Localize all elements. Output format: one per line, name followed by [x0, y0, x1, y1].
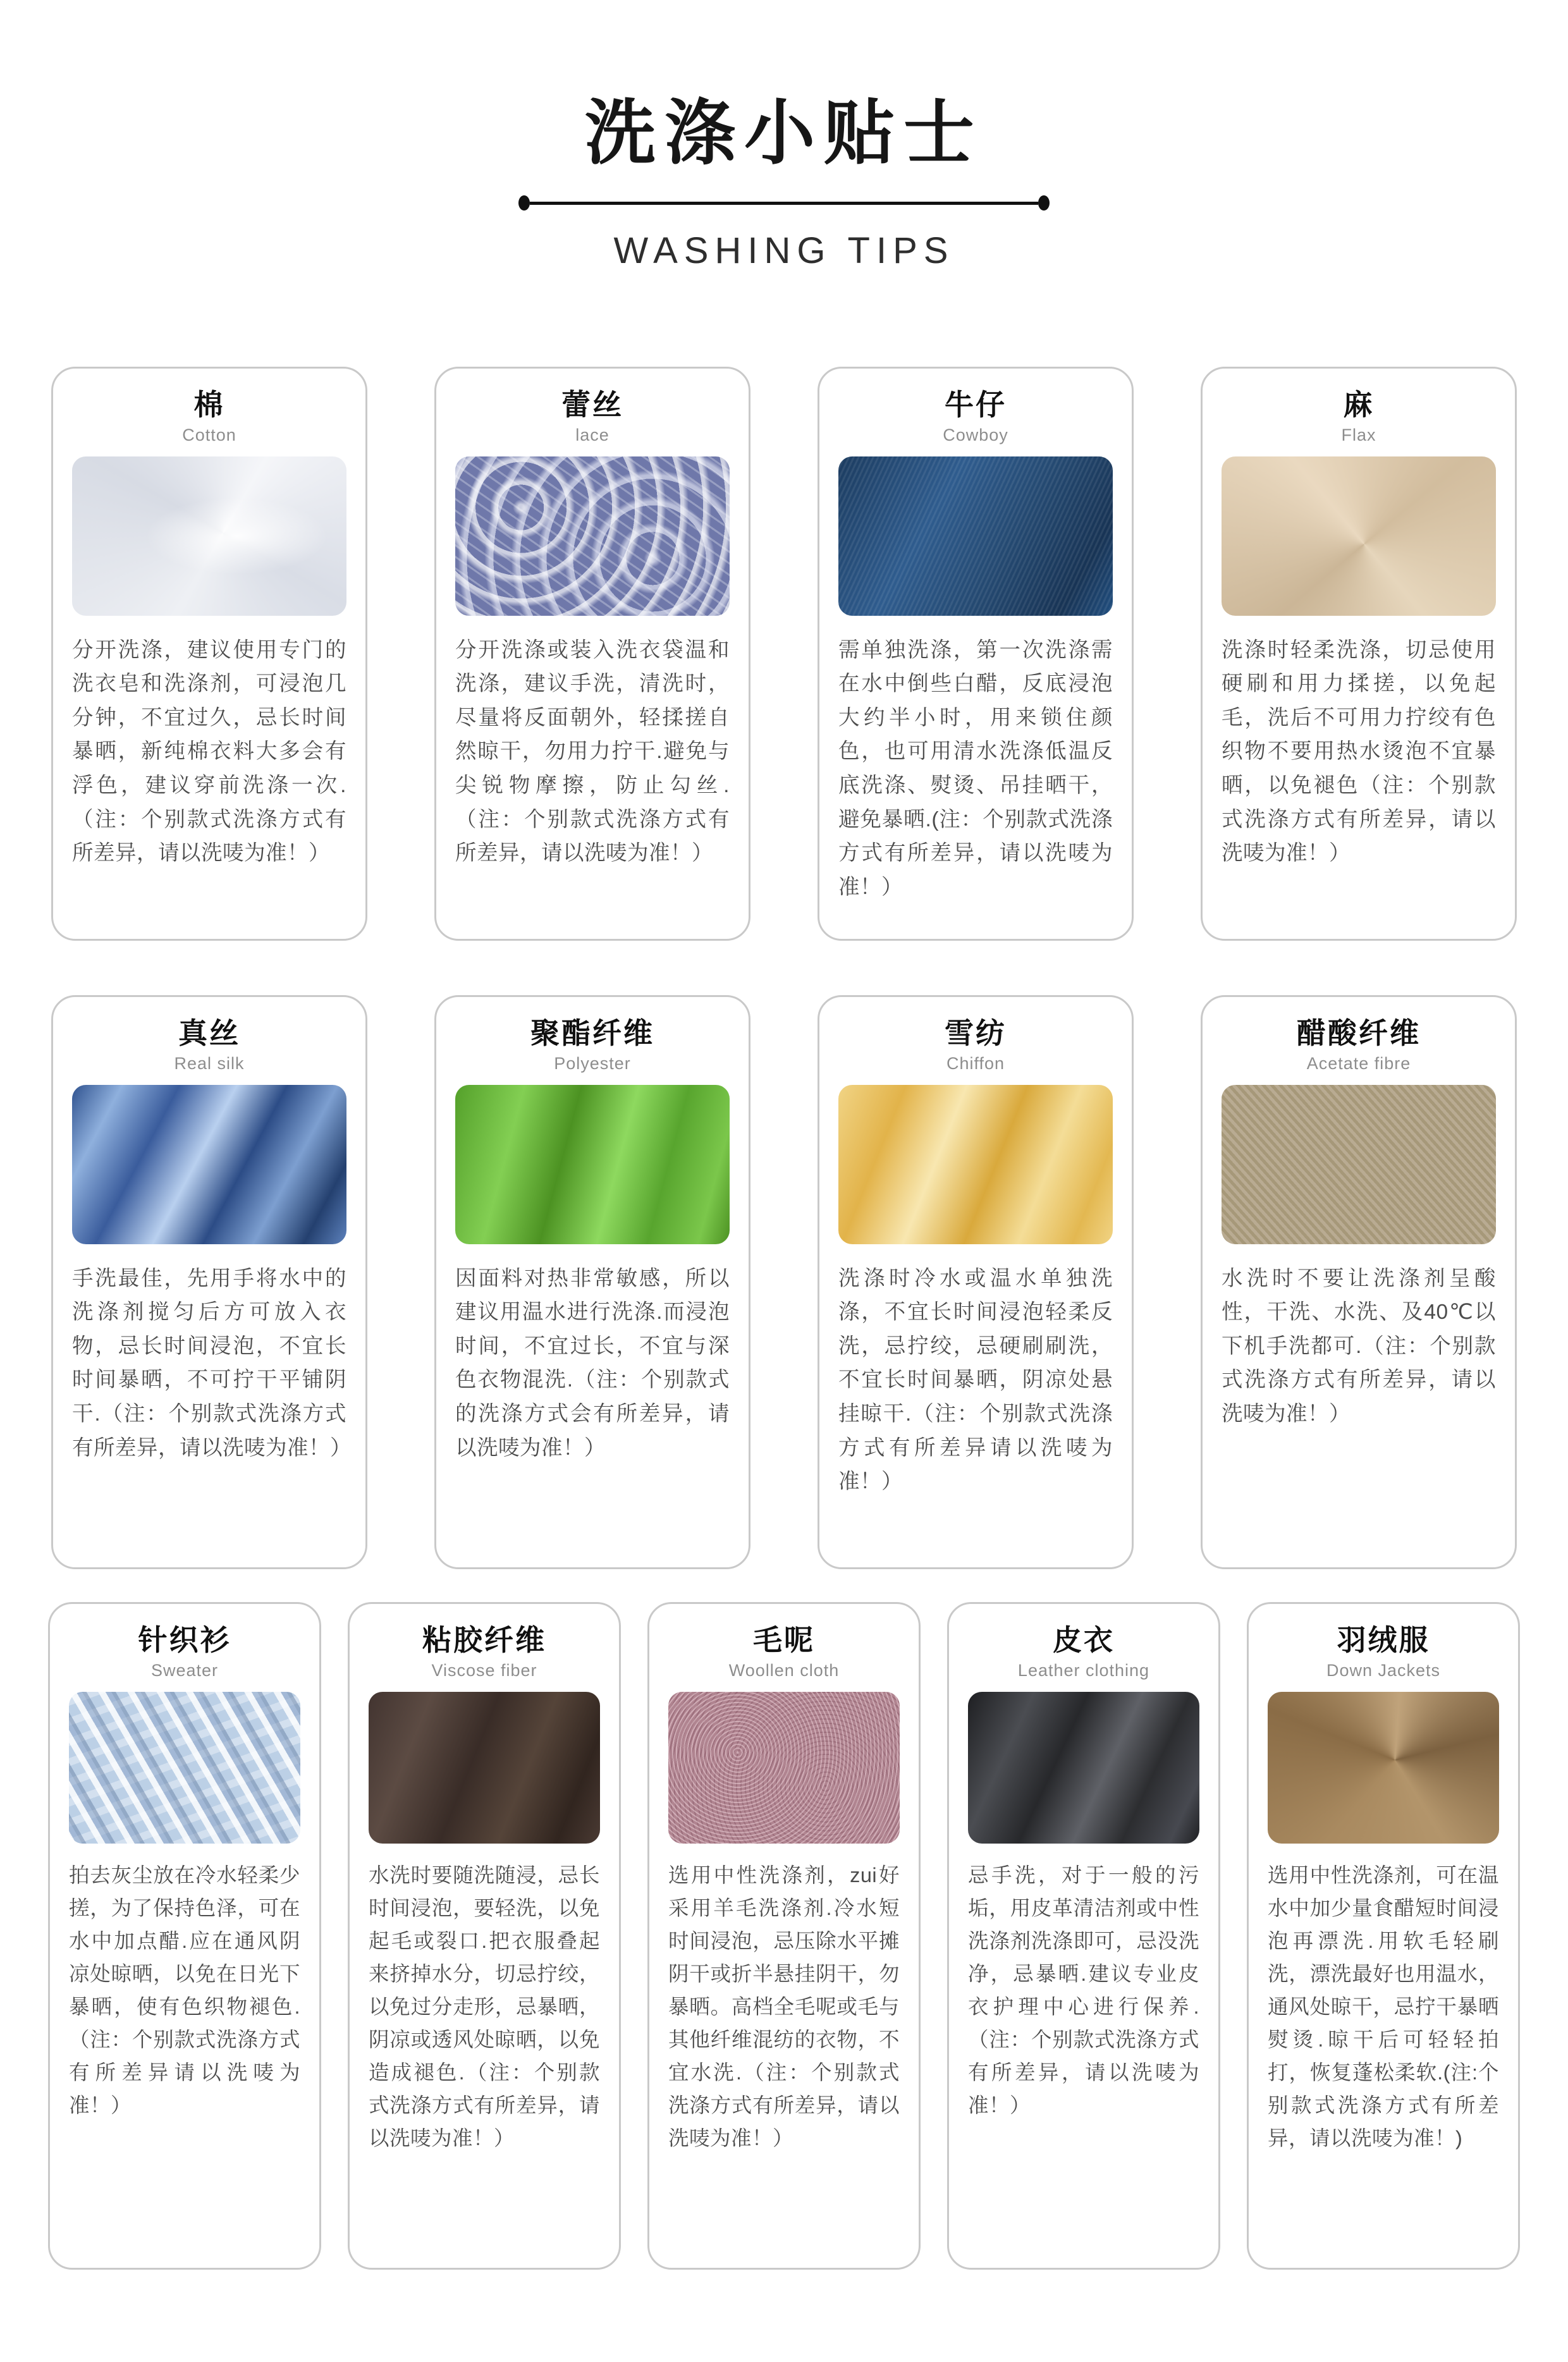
fabric-name-en: Chiffon	[946, 1053, 1005, 1073]
fabric-name-en: Real silk	[174, 1053, 245, 1073]
card-row-2	[0, 995, 1568, 1569]
fabric-card-denim	[818, 367, 1134, 941]
fabric-name-cn: 聚酯纤维	[530, 1017, 654, 1050]
fabric-name-cn: 棉	[193, 388, 225, 422]
fabric-card-leather	[947, 1602, 1220, 2270]
card-row-1	[0, 367, 1568, 941]
fabric-name-cn: 牛仔	[945, 388, 1007, 422]
fabric-name-cn: 雪纺	[945, 1017, 1007, 1050]
fabric-card-flax	[1201, 367, 1517, 941]
fabric-care-text: 洗涤时轻柔洗涤，切忌使用硬刷和用力揉搓，以免起毛，洗后不可用力拧绞有色织物不要用热水烫泡不宜暴晒，以免褪色（注：个别款式洗涤方式有所差异，请以洗唛为准！）	[1222, 638, 1496, 866]
fabric-name-en: lace	[575, 425, 609, 444]
fabric-care-text: 分开洗涤，建议使用专门的洗衣皂和洗涤剂，可浸泡几分钟，不宜过久，忌长时间暴晒，新纯棉衣料大多会有浮色，建议穿前洗涤一次.（注：个别款式洗涤方式有所差异，请以洗唛为准！）	[72, 638, 346, 866]
fabric-care-text: 拍去灰尘放在冷水轻柔少搓，为了保持色泽，可在水中加点醋.应在通风阴凉处晾晒，以免在日光下暴晒，使有色织物褪色.（注：个别款式洗涤方式有所差异请以洗唛为准！）	[69, 1863, 300, 2117]
fabric-name-cn: 皮衣	[1053, 1624, 1115, 1657]
fabric-care-text: 选用中性洗涤剂，zui好采用羊毛洗涤剂.冷水短时间浸泡，忌压除水平摊阴干或折半悬挂阴干，勿暴晒。高档全毛呢或毛与其他纤维混纺的衣物，不宜水洗.（注：个别款式洗涤方式有所差异，请以洗唛为准！）	[668, 1863, 900, 2150]
card-row-3	[0, 1602, 1568, 2270]
fabric-image-wool	[668, 1692, 900, 1844]
fabric-care-text: 忌手洗，对于一般的污垢，用皮革清洁剂或中性洗涤剂洗涤即可，忌没洗净，忌暴晒.建议专业皮衣护理中心进行保养.（注：个别款式洗涤方式有所差异，请以洗唛为准！）	[968, 1863, 1199, 2117]
divider-dot-left	[518, 195, 530, 211]
fabric-image-denim	[838, 456, 1113, 616]
fabric-image-silk	[72, 1085, 346, 1244]
title-divider	[518, 195, 1050, 211]
fabric-image-sweater	[69, 1692, 300, 1844]
fabric-name-cn: 醋酸纤维	[1297, 1017, 1421, 1050]
fabric-name-en: Flax	[1341, 425, 1376, 444]
fabric-name-en: Sweater	[150, 1660, 219, 1680]
fabric-card-polyester	[434, 995, 750, 1569]
fabric-name-en: Viscose fiber	[431, 1660, 537, 1680]
fabric-name-cn: 蕾丝	[561, 388, 623, 422]
fabric-image-down-jacket	[1268, 1692, 1499, 1844]
fabric-card-down	[1247, 1602, 1520, 2270]
page-subtitle: WASHING TIPS	[613, 230, 955, 272]
fabric-image-lace	[455, 456, 730, 616]
fabric-name-cn: 麻	[1343, 388, 1375, 422]
fabric-name-en: Down Jackets	[1326, 1660, 1441, 1680]
fabric-image-flax	[1222, 456, 1496, 616]
fabric-care-text: 选用中性洗涤剂，可在温水中加少量食醋短时间浸泡再漂洗.用软毛轻刷洗，漂洗最好也用温水，通风处晾干，忌拧干暴晒熨烫.晾干后可轻轻拍打，恢复蓬松柔软.(注:个别款式洗涤方式有所差异，请以洗唛为准！)	[1268, 1863, 1499, 2150]
fabric-name-en: Cotton	[182, 425, 236, 444]
fabric-care-text: 水洗时不要让洗涤剂呈酸性，干洗、水洗、及40℃以下机手洗都可.（注：个别款式洗涤方式有所差异，请以洗唛为准！）	[1222, 1266, 1496, 1426]
fabric-name-en: Woollen cloth	[728, 1660, 840, 1680]
fabric-care-text: 水洗时要随洗随浸，忌长时间浸泡，要轻洗，以免起毛或裂口.把衣服叠起来挤掉水分，切忌拧绞，以免过分走形，忌暴晒，阴凉或透风处晾晒，以免造成褪色.（注：个别款式洗涤方式有所差异，请以洗唛为准！）	[369, 1863, 600, 2150]
fabric-name-en: Cowboy	[943, 425, 1008, 444]
fabric-name-cn: 粘胶纤维	[422, 1624, 546, 1657]
fabric-name-en: Polyester	[554, 1053, 631, 1073]
fabric-name-cn: 毛呢	[753, 1624, 815, 1657]
fabric-image-acetate	[1222, 1085, 1496, 1244]
fabric-card-silk	[51, 995, 367, 1569]
fabric-name-en: Acetate fibre	[1306, 1053, 1411, 1073]
divider-dot-right	[1038, 195, 1050, 211]
fabric-image-viscose	[369, 1692, 600, 1844]
fabric-name-cn: 真丝	[178, 1017, 240, 1050]
fabric-image-leather	[968, 1692, 1199, 1844]
fabric-card-cotton	[51, 367, 367, 941]
page-title: 洗涤小贴士	[585, 94, 983, 173]
fabric-image-polyester	[455, 1085, 730, 1244]
fabric-card-sweater	[48, 1602, 321, 2270]
fabric-name-en: Leather clothing	[1017, 1660, 1150, 1680]
fabric-name-cn: 针织衫	[138, 1624, 231, 1657]
fabric-card-chiffon	[818, 995, 1134, 1569]
divider-line	[530, 202, 1038, 205]
fabric-care-text: 因面料对热非常敏感，所以建议用温水进行洗涤.而浸泡时间，不宜过长，不宜与深色衣物混洗.（注：个别款式的洗涤方式会有所差异，请以洗唛为准！）	[455, 1266, 730, 1460]
fabric-care-text: 洗涤时冷水或温水单独洗涤，不宜长时间浸泡轻柔反洗，忌拧绞，忌硬刷刷洗，不宜长时间暴晒，阴凉处悬挂晾干.（注：个别款式洗涤方式有所差异请以洗唛为准！）	[838, 1266, 1113, 1494]
fabric-image-chiffon	[838, 1085, 1113, 1244]
fabric-card-wool	[647, 1602, 921, 2270]
fabric-image-cotton	[72, 456, 346, 616]
fabric-care-text: 分开洗涤或装入洗衣袋温和洗涤，建议手洗，清洗时，尽量将反面朝外，轻揉搓自然晾干，勿用力拧干.避免与尖锐物摩擦，防止勾丝.（注：个别款式洗涤方式有所差异，请以洗唛为准！）	[455, 638, 730, 866]
fabric-card-viscose	[348, 1602, 621, 2270]
poster-header	[0, 0, 1568, 272]
fabric-care-text: 手洗最佳，先用手将水中的洗涤剂搅匀后方可放入衣物，忌长时间浸泡，不宜长时间暴晒，不可拧干平铺阴干.（注：个别款式洗涤方式有所差异，请以洗唛为准！）	[72, 1266, 352, 1460]
fabric-card-lace	[434, 367, 750, 941]
fabric-card-acetate	[1201, 995, 1517, 1569]
fabric-name-cn: 羽绒服	[1337, 1624, 1430, 1657]
fabric-care-text: 需单独洗涤，第一次洗涤需在水中倒些白醋，反底浸泡大约半小时，用来锁住颜色，也可用清水洗涤低温反底洗涤、熨烫、吊挂晒干，避免暴晒.(注：个别款式洗涤方式有所差异，请以洗唛为准！）	[838, 638, 1113, 899]
